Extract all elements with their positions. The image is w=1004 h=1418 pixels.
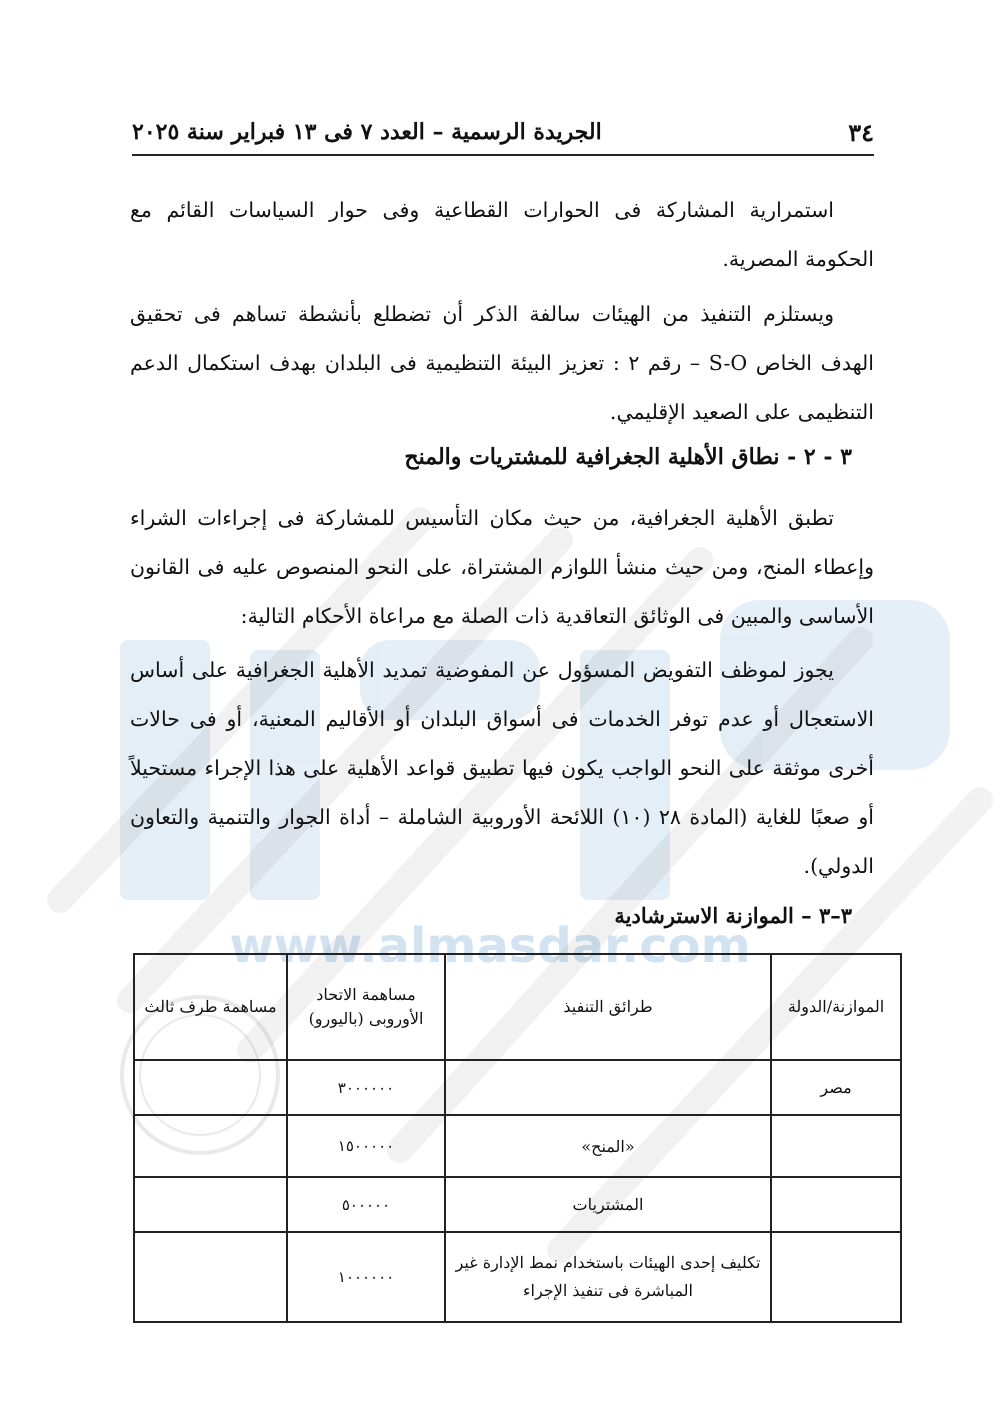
table-row [134, 1232, 901, 1322]
cell-third [134, 1177, 287, 1232]
section-heading-geographic-eligibility: ٣ - ٢ - نطاق الأهلية الجغرافية للمشتريات والمنح [404, 444, 852, 470]
paragraph-block-2 [130, 290, 874, 437]
header-method: طرائق التنفيذ [445, 954, 771, 1060]
paragraph-block-3 [130, 494, 874, 641]
header-country: الموازنة/الدولة [771, 954, 901, 1060]
cell-country [771, 1177, 901, 1232]
header-eu-contribution: مساهمة الاتحاد الأوروبى (باليورو) [287, 954, 445, 1060]
header-third-party: مساهمة طرف ثالث [134, 954, 287, 1060]
table-row [134, 1115, 901, 1177]
cell-third [134, 1115, 287, 1177]
header-divider [132, 154, 874, 156]
cell-eu: ٥٠٠٠٠٠ [287, 1177, 445, 1232]
cell-country [771, 1232, 901, 1322]
paragraph-geographic-eligibility: تطبق الأهلية الجغرافية، من حيث مكان التأسيس للمشاركة فى إجراءات الشراء وإعطاء المنح، ومن حيث منشأ اللوازم المشتراة، على النحو المنصوص عليه فى القانون الأساسى والمبين فى الوثائق التعاقدية ذات الصلة مع مراعاة الأحكام التالية: [130, 506, 874, 628]
cell-eu: ٣٠٠٠٠٠٠ [287, 1060, 445, 1115]
publication-title: الجريدة الرسمية – العدد ٧ فى ١٣ فبراير سنة ٢٠٢٥ [132, 119, 602, 145]
watermark-site-text: www.almasdar.com [229, 918, 751, 974]
paragraph-block-4 [130, 646, 874, 891]
cell-method: المشتريات [445, 1177, 771, 1232]
cell-method [445, 1060, 771, 1115]
page-header [132, 112, 874, 152]
table-header-row [134, 954, 901, 1060]
section-heading-indicative-budget: ٣–٣ – الموازنة الاسترشادية [614, 903, 852, 928]
table-row [134, 1177, 901, 1232]
budget-table [133, 953, 902, 1323]
cell-country: مصر [771, 1060, 901, 1115]
paragraph-block-1 [130, 186, 874, 284]
table-row [134, 1060, 901, 1115]
cell-eu: ١٠٠٠٠٠٠ [287, 1232, 445, 1322]
paragraph-continuation: استمرارية المشاركة فى الحوارات القطاعية وفى حوار السياسات القائم مع الحكومة المصرية. [130, 198, 874, 271]
cell-third [134, 1232, 287, 1322]
paragraph-extension-rule: يجوز لموظف التفويض المسؤول عن المفوضية تمديد الأهلية الجغرافية على أساس الاستعجال أو عدم توفر الخدمات فى أسواق البلدان أو الأقاليم المعنية، أو فى حالات أخرى موثقة على النحو الواجب يكون فيها تطبيق قواعد الأهلية على هذا الإجراء مستحيلاً أو صعبًا للغاية (المادة ٢٨ (١٠) اللائحة الأوروبية الشاملة – أداة الجوار والتنمية والتعاون الدولي). [130, 658, 874, 878]
cell-eu: ١٥٠٠٠٠٠ [287, 1115, 445, 1177]
cell-country [771, 1115, 901, 1177]
cell-method: تكليف إحدى الهيئات باستخدام نمط الإدارة غير المباشرة فى تنفيذ الإجراء [445, 1232, 771, 1322]
page-number: ٣٤ [848, 117, 874, 147]
cell-method: «المنح» [445, 1115, 771, 1177]
paragraph-implementation: ويستلزم التنفيذ من الهيئات سالفة الذكر أن تضطلع بأنشطة تساهم فى تحقيق الهدف الخاص S-O – رقم ٢ : تعزيز البيئة التنظيمية فى البلدان بهدف استكمال الدعم التنظيمى على الصعيد الإقليمي. [130, 302, 874, 424]
cell-third [134, 1060, 287, 1115]
